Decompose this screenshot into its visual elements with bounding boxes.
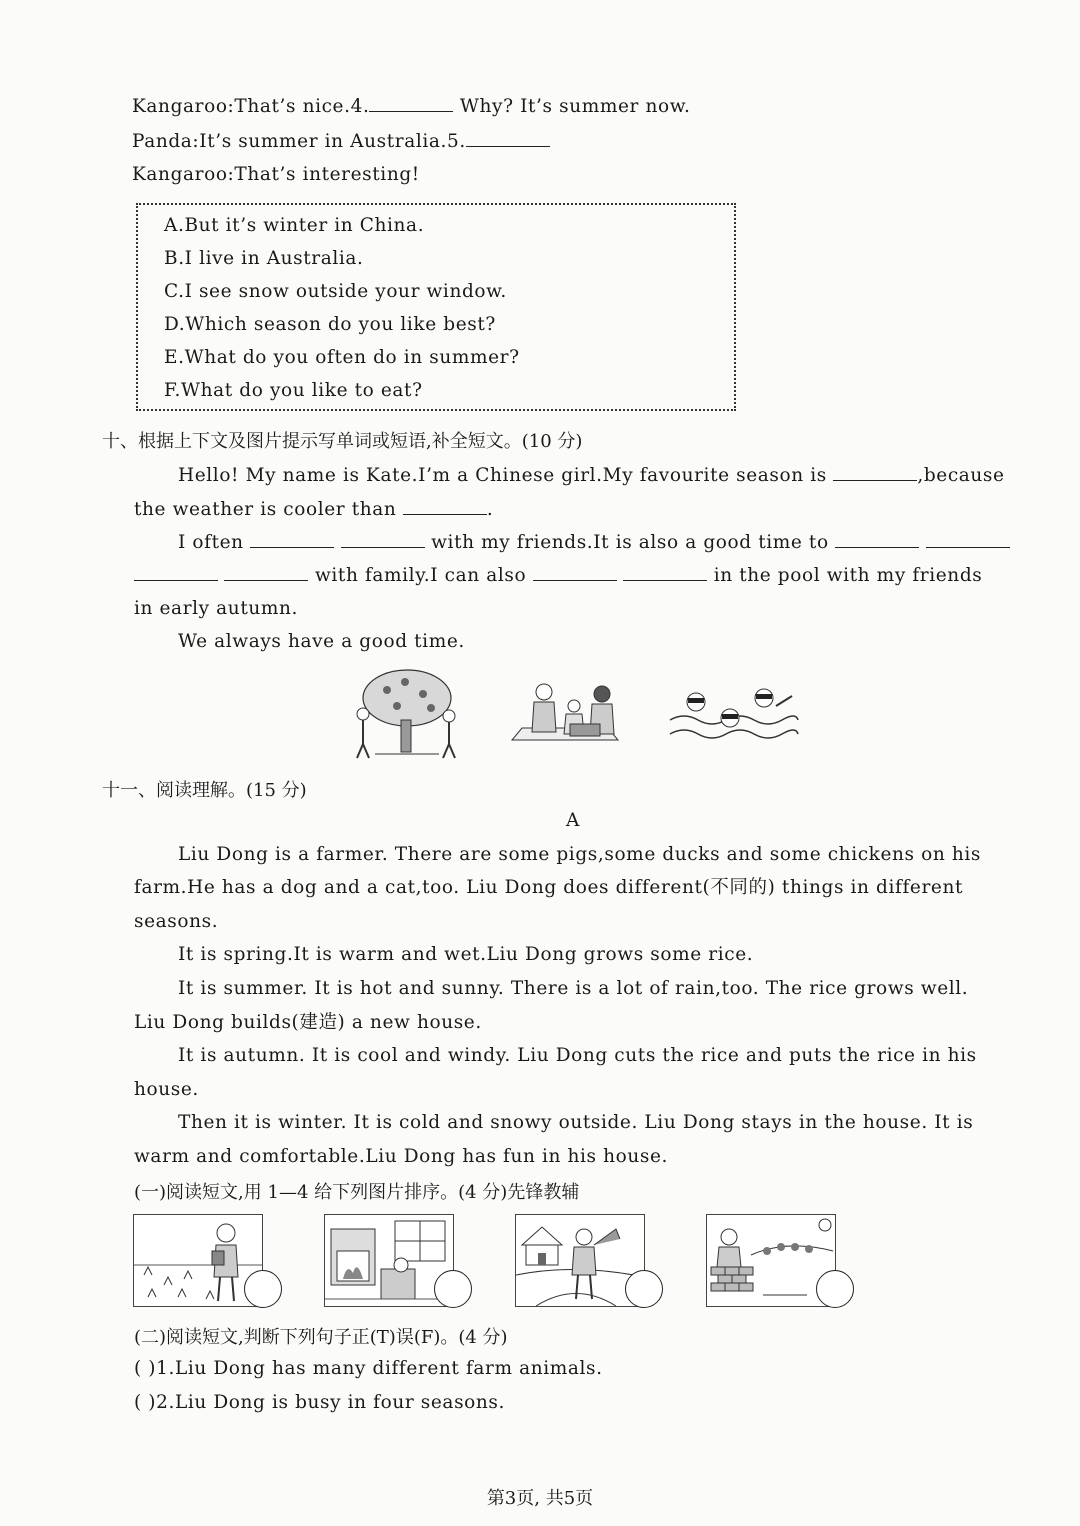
para1-line3: seasons.: [134, 911, 219, 932]
answer-blank-4[interactable]: [369, 93, 453, 112]
passage-text: Hello! My name is Kate.I’m a Chinese girl.My favourite season is: [178, 465, 827, 486]
option-c: C.I see snow outside your window.: [164, 281, 507, 302]
option-b: B.I live in Australia.: [164, 248, 364, 269]
para3-line1: It is summer. It is hot and sunny. There is a lot of rain,too. The rice grows well.: [178, 978, 969, 999]
answer-blank[interactable]: [250, 529, 334, 548]
speaker-label: Kangaroo:: [132, 96, 235, 117]
passage-text: the weather is cooler than: [134, 499, 397, 520]
s10-line-2: [134, 496, 493, 522]
order-circle-3[interactable]: [625, 1270, 663, 1308]
dialogue-line-2: [132, 128, 550, 154]
option-d: D.Which season do you like best?: [164, 314, 496, 335]
illustration-swimming: [668, 680, 800, 746]
tf-statement: 2.Liu Dong is busy in four seasons.: [156, 1392, 505, 1413]
illustration-family-picnic: [508, 680, 623, 748]
para2: It is spring.It is warm and wet.Liu Dong grows some rice.: [178, 944, 754, 965]
dialogue-line-3: [132, 163, 420, 187]
passage-text: .: [486, 499, 494, 520]
section-10-heading: 十、根据上下文及图片提示写单词或短语,补全短文。(10 分): [102, 431, 583, 452]
answer-blank-5[interactable]: [466, 128, 550, 147]
q1-heading: (一)阅读短文,用 1—4 给下列图片排序。(4 分)先锋教辅: [134, 1182, 580, 1203]
speaker-label: Kangaroo:: [132, 164, 235, 185]
s10-line-4: [134, 562, 982, 588]
answer-blank[interactable]: [833, 462, 917, 481]
passage-label: A: [566, 810, 580, 831]
para1-line2: farm.He has a dog and a cat,too. Liu Dong does different(不同的) things in different: [134, 877, 963, 898]
s10-line-6: We always have a good time.: [178, 631, 465, 652]
answer-blank[interactable]: [224, 562, 308, 581]
tf-answer-paren[interactable]: ( ): [134, 1358, 157, 1379]
para3-line2: Liu Dong builds(建造) a new house.: [134, 1012, 482, 1033]
answer-blank[interactable]: [623, 562, 707, 581]
passage-text: in the pool with my friends: [713, 565, 983, 586]
order-circle-1[interactable]: [244, 1270, 282, 1308]
tf-statement: 1.Liu Dong has many different farm animals.: [156, 1358, 603, 1379]
para4-line1: It is autumn. It is cool and windy. Liu Dong cuts the rice and puts the rice in his: [178, 1045, 977, 1066]
passage-text: I often: [178, 532, 244, 553]
dialogue-line-1: [132, 93, 690, 119]
dialogue-text: It’s summer in Australia.5.: [199, 131, 466, 152]
tf-answer-paren[interactable]: ( ): [134, 1392, 157, 1413]
s10-line-3: [178, 529, 1010, 555]
option-e: E.What do you often do in summer?: [164, 347, 520, 368]
section-11-heading: 十一、阅读理解。(15 分): [102, 780, 307, 801]
passage-text: with my friends.It is also a good time to: [431, 532, 829, 553]
illustration-tree-picking: [345, 668, 470, 760]
dialogue-text: That’s interesting!: [234, 164, 420, 185]
option-f: F.What do you like to eat?: [164, 380, 423, 401]
answer-blank[interactable]: [134, 562, 218, 581]
s10-line-5: in early autumn.: [134, 598, 299, 619]
option-a: A.But it’s winter in China.: [164, 215, 425, 236]
answer-blank[interactable]: [403, 496, 487, 515]
passage-text: with family.I can also: [314, 565, 527, 586]
dialogue-text: That’s nice.4.: [234, 96, 370, 117]
para5-line1: Then it is winter. It is cold and snowy outside. Liu Dong stays in the house. It is: [178, 1112, 974, 1133]
options-box: [136, 203, 736, 411]
speaker-label: Panda:: [132, 131, 200, 152]
para1-line1: Liu Dong is a farmer. There are some pigs,some ducks and some chickens on his: [178, 844, 981, 865]
answer-blank[interactable]: [341, 529, 425, 548]
para4-line2: house.: [134, 1079, 199, 1100]
order-circle-4[interactable]: [816, 1270, 854, 1308]
dialogue-text: Why? It’s summer now.: [459, 96, 691, 117]
para5-line2: warm and comfortable.Liu Dong has fun in his house.: [134, 1146, 669, 1167]
s10-line-1: [178, 462, 1005, 488]
answer-blank[interactable]: [926, 529, 1010, 548]
answer-blank[interactable]: [533, 562, 617, 581]
q2-heading: (二)阅读短文,判断下列句子正(T)误(F)。(4 分): [134, 1327, 508, 1348]
tf-item-1: [134, 1357, 603, 1381]
order-circle-2[interactable]: [434, 1270, 472, 1308]
passage-text: ,because: [917, 465, 1005, 486]
page-footer: 第3页, 共5页: [486, 1488, 594, 1509]
answer-blank[interactable]: [835, 529, 919, 548]
tf-item-2: [134, 1391, 505, 1415]
